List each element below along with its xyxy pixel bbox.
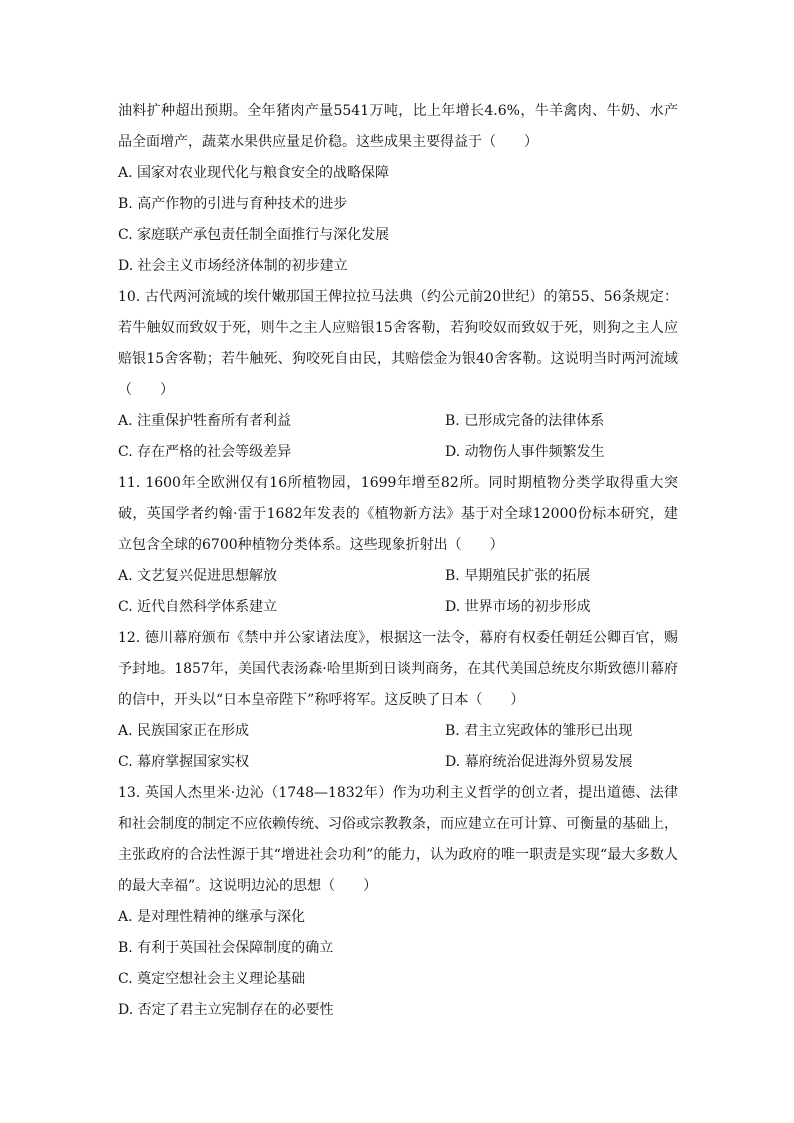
question-9-option-c[interactable]: C. 家庭联产承包责任制全面推行与深化发展 [118, 227, 390, 243]
question-13-option-c[interactable]: C. 奠定空想社会主义理论基础 [118, 971, 306, 987]
question-11-options-row-2 [118, 592, 678, 623]
question-11-stem: 11. 1600年全欧洲仅有16所植物园，1699年增至82所。同时期植物分类学取得重大突破，英国学者约翰·雷于1682年发表的《植物新方法》基于对全球12000份标本研究，建立包含全球的6700种植物分类体系。这些现象折射出（ ） [118, 475, 678, 553]
question-10-option-c[interactable]: C. 存在严格的社会等级差异 [118, 444, 292, 460]
question-10-stem: 10. 古代两河流域的埃什嫩那国王俾拉拉马法典（约公元前20世纪）的第55、56条规定：若牛触奴而致奴于死，则牛之主人应赔银15舍客勒，若狗咬奴而致奴于死，则狗之主人应赔银15舍客勒；若牛触死、狗咬死自由民，其赔偿金为银40舍客勒。这说明当时两河流域（ ） [118, 289, 678, 398]
question-9-option-a[interactable]: A. 国家对农业现代化与粮食安全的战略保障 [118, 165, 390, 181]
question-11-option-b[interactable]: B. 早期殖民扩张的拓展 [445, 568, 591, 584]
question-11-option-a[interactable]: A. 文艺复兴促进思想解放 [118, 568, 278, 584]
question-9-option-b[interactable]: B. 高产作物的引进与育种技术的进步 [118, 196, 348, 212]
question-12 [118, 623, 678, 778]
question-11-option-c[interactable]: C. 近代自然科学体系建立 [118, 599, 278, 615]
question-10-options-row-2 [118, 437, 678, 468]
question-13 [118, 778, 678, 1026]
question-11-options-row-1 [118, 561, 678, 592]
question-12-option-a[interactable]: A. 民族国家正在形成 [118, 723, 250, 739]
question-12-options-row-2 [118, 747, 678, 778]
question-10-option-a[interactable]: A. 注重保护牲畜所有者利益 [118, 413, 292, 429]
question-11 [118, 468, 678, 623]
question-10-options-row-1 [118, 406, 678, 437]
question-10-option-b[interactable]: B. 已形成完备的法律体系 [445, 413, 605, 429]
question-12-option-b[interactable]: B. 君主立宪政体的雏形已出现 [445, 723, 633, 739]
question-13-option-d[interactable]: D. 否定了君主立宪制存在的必要性 [118, 1002, 334, 1018]
question-9 [118, 96, 678, 282]
question-13-option-a[interactable]: A. 是对理性精神的继承与深化 [118, 909, 306, 925]
question-12-options-row-1 [118, 716, 678, 747]
question-9-option-d[interactable]: D. 社会主义市场经济体制的初步建立 [118, 258, 348, 274]
exam-page [118, 96, 678, 1026]
question-12-option-d[interactable]: D. 幕府统治促进海外贸易发展 [445, 754, 633, 770]
question-10 [118, 282, 678, 468]
question-10-option-d[interactable]: D. 动物伤人事件频繁发生 [445, 444, 605, 460]
question-13-stem: 13. 英国人杰里米·边沁（1748—1832年）作为功利主义哲学的创立者，提出道德、法律和社会制度的制定不应依赖传统、习俗或宗教教条，而应建立在可计算、可衡量的基础上，主张政府的合法性源于其“增进社会功利”的能力，认为政府的唯一职责是实现“最大多数人的最大幸福”。这说明边沁的思想（ ） [118, 785, 678, 894]
question-12-option-c[interactable]: C. 幕府掌握国家实权 [118, 754, 250, 770]
question-12-stem: 12. 德川幕府颁布《禁中并公家诸法度》，根据这一法令，幕府有权委任朝廷公卿百官，赐予封地。1857年，美国代表汤森·哈里斯到日谈判商务，在其代美国总统皮尔斯致德川幕府的信中，开头以“日本皇帝陛下”称呼将军。这反映了日本（ ） [118, 630, 678, 708]
question-11-option-d[interactable]: D. 世界市场的初步形成 [445, 599, 591, 615]
question-9-stem: 油料扩种超出预期。全年猪肉产量5541万吨，比上年增长4.6%，牛羊禽肉、牛奶、水产品全面增产，蔬菜水果供应量足价稳。这些成果主要得益于（ ） [118, 103, 678, 150]
question-13-option-b[interactable]: B. 有利于英国社会保障制度的确立 [118, 940, 334, 956]
